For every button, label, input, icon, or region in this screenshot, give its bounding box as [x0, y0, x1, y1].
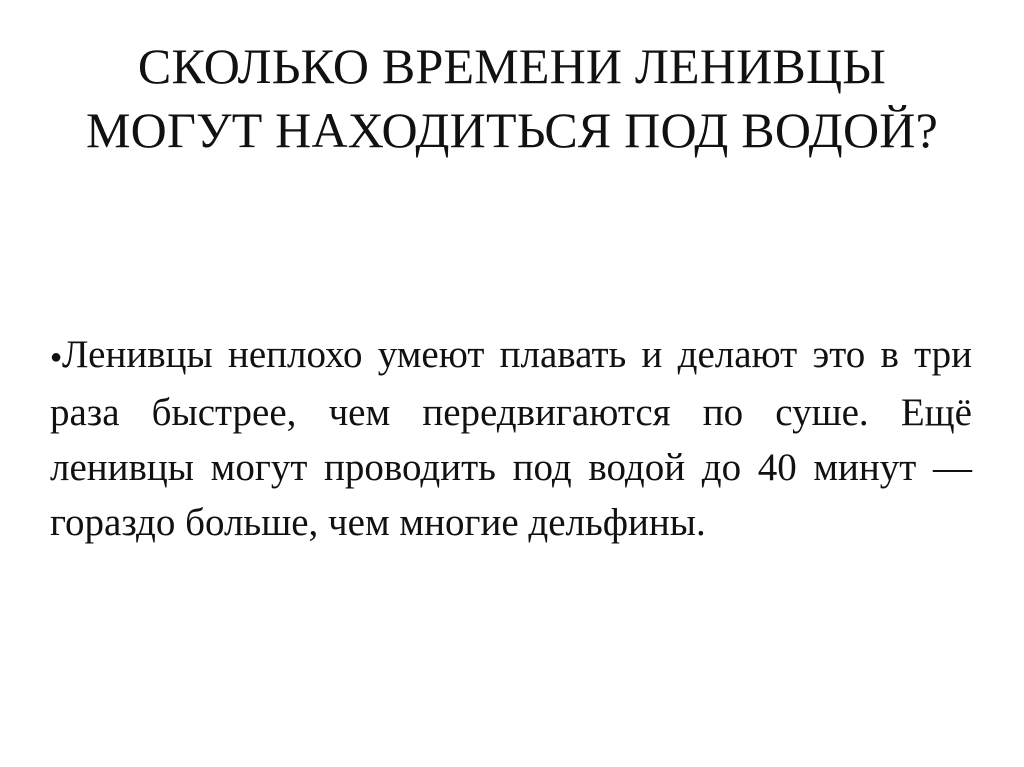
bullet-item [50, 327, 972, 550]
slide-title: СКОЛЬКО ВРЕМЕНИ ЛЕНИВЦЫ МОГУТ НАХОДИТЬСЯ ПОД ВОДОЙ? [86, 38, 938, 158]
bullet-text: Ленивцы неплохо умеют плавать и делают это в три раза быстрее, чем передвигаются по суше. Ещё ленивцы могут проводить под водой до 40 минут — гораздо больше, чем многие дельфины. [50, 333, 972, 544]
bullet-list [50, 327, 972, 550]
bullet-point-icon: ● [50, 346, 63, 368]
